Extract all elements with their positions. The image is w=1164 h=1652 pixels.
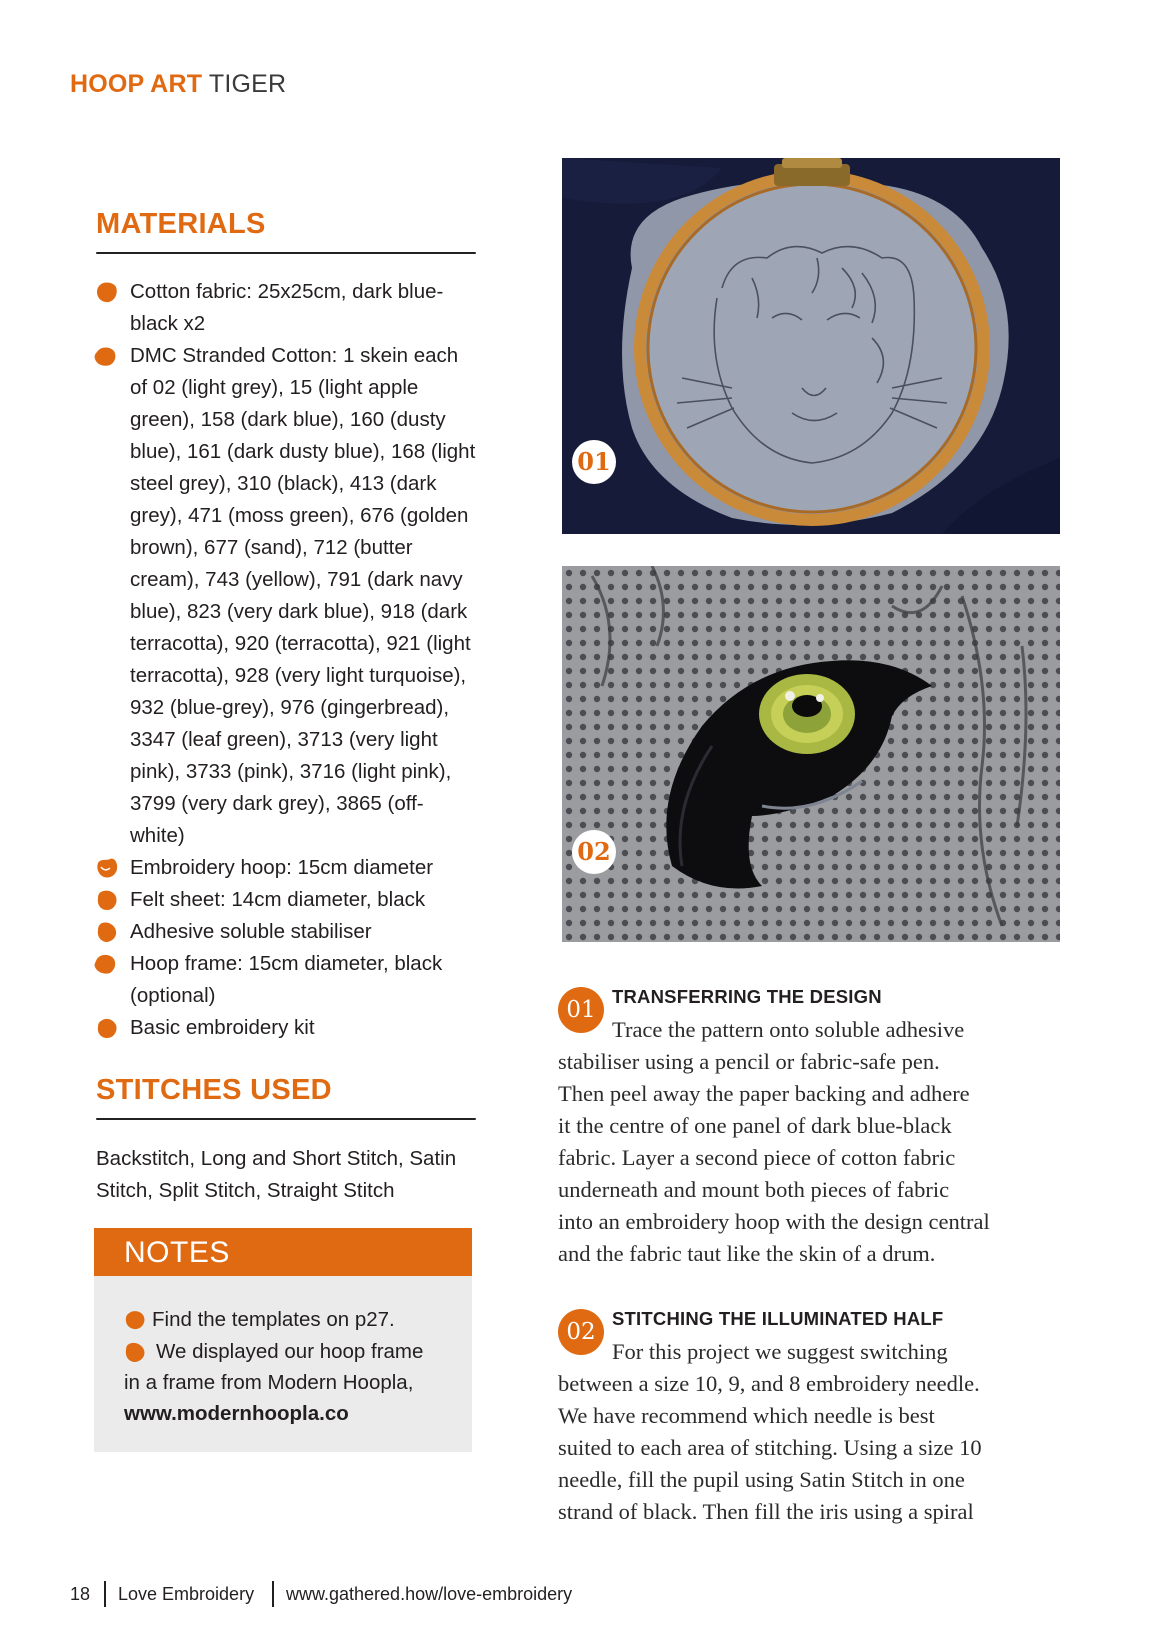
paint-blob-icon [92,345,118,367]
step-text-line: it the centre of one panel of dark blue-black [558,1113,952,1138]
photo-eye [562,566,1060,942]
step-text-line: fabric. Layer a second piece of cotton fabric [558,1145,956,1170]
paint-blob-icon [96,889,118,911]
paint-blob-icon [96,281,118,303]
paint-blob-icon [124,1341,146,1363]
list-item: Felt sheet: 14cm diameter, black [96,884,476,916]
step-text-line: needle, fill the pupil using Satin Stitch in one [558,1467,965,1492]
hoop-traced-tiger-photo [562,158,1060,534]
materials-list [96,276,476,1044]
step-number-badge: 02 [558,1309,604,1355]
header-title: TIGER [208,70,287,98]
step-text-line: We have recommend which needle is best [558,1403,935,1428]
page-header [70,70,286,99]
step-text-line: suited to each area of stitching. Using a size 10 [558,1435,982,1460]
photo-hoop [562,158,1060,534]
step-text-line: underneath and mount both pieces of fabric [558,1177,950,1202]
step-text-line: stabiliser using a pencil or fabric-safe pen. [558,1049,940,1074]
stitches-heading: STITCHES USED [96,1074,332,1106]
notes-link[interactable]: www.modernhoopla.co [124,1402,349,1425]
list-item: Basic embroidery kit [96,1012,476,1044]
photo-number-badge: 01 [572,440,616,484]
paint-blob-icon [96,1017,118,1039]
step-text-line: For this project we suggest switching [612,1339,948,1364]
step-text-line: Trace the pattern onto soluble adhesive [612,1017,965,1042]
paint-blob-icon [96,857,118,879]
header-section: HOOP ART [70,70,203,98]
notes-header [94,1228,472,1276]
footer-divider [272,1581,274,1607]
footer-url[interactable]: www.gathered.how/love-embroidery [286,1584,573,1604]
footer-magazine: Love Embroidery [118,1584,255,1604]
stitches-divider [96,1118,476,1120]
list-item: Embroidery hoop: 15cm diameter [96,852,476,884]
photo-number-badge: 02 [572,830,616,874]
step-number-badge: 01 [558,987,604,1033]
materials-heading: MATERIALS [96,208,266,240]
notes-box [94,1276,472,1452]
materials-divider [96,252,476,254]
paint-blob-icon [96,921,118,943]
step-text-line: into an embroidery hoop with the design central [558,1209,990,1234]
list-item: DMC Stranded Cotton: 1 skein each of 02 (light grey), 15 (light apple green), 158 (dark blue), 160 (dusty blue), 161 (dark dusty blue), 168 (light steel grey), 310 (black), 413 (dark grey), 471 (moss green), 676 (golden brown), 677 (sand), 712 (butter cream), 743 (yellow), 791 (dark navy blue), 823 (very dark blue), 918 (dark terracotta), 920 (terracotta), 921 (light terracotta), 928 (very light turquoise), 932 (blue-grey), 976 (gingerbread), 3347 (leaf green), 3713 (very light pink), 3733 (pink), 3716 (light pink), 3799 (very dark grey), 3865 (off-white) [96,340,476,852]
step-title: STITCHING THE ILLUMINATED HALF [612,1308,944,1329]
notes-line-2: We displayed our hoop frame [156,1340,424,1363]
notes-line-1: Find the templates on p27. [152,1308,395,1331]
paint-blob-icon [124,1309,146,1331]
list-item: Hoop frame: 15cm diameter, black (optional) [96,948,476,1012]
list-item: Adhesive soluble stabiliser [96,916,476,948]
step-text-line: strand of black. Then fill the iris using a spiral [558,1499,974,1524]
stitches-text: Backstitch, Long and Short Stitch, Satin Stitch, Split Stitch, Straight Stitch [96,1147,457,1202]
step-text-line: between a size 10, 9, and 8 embroidery needle. [558,1371,980,1396]
page-number: 18 [70,1584,91,1604]
paint-blob-icon [92,953,118,975]
list-item: Cotton fabric: 25x25cm, dark blue-black x2 [96,276,476,340]
footer-divider [104,1581,106,1607]
notes-line-3: in a frame from Modern Hoopla, [124,1371,414,1394]
stitched-eye-photo [562,566,1060,942]
step-text-line: and the fabric taut like the skin of a drum. [558,1241,936,1266]
notes-heading: NOTES [124,1236,230,1269]
step-title: TRANSFERRING THE DESIGN [612,986,882,1007]
step-text-line: Then peel away the paper backing and adhere [558,1081,970,1106]
